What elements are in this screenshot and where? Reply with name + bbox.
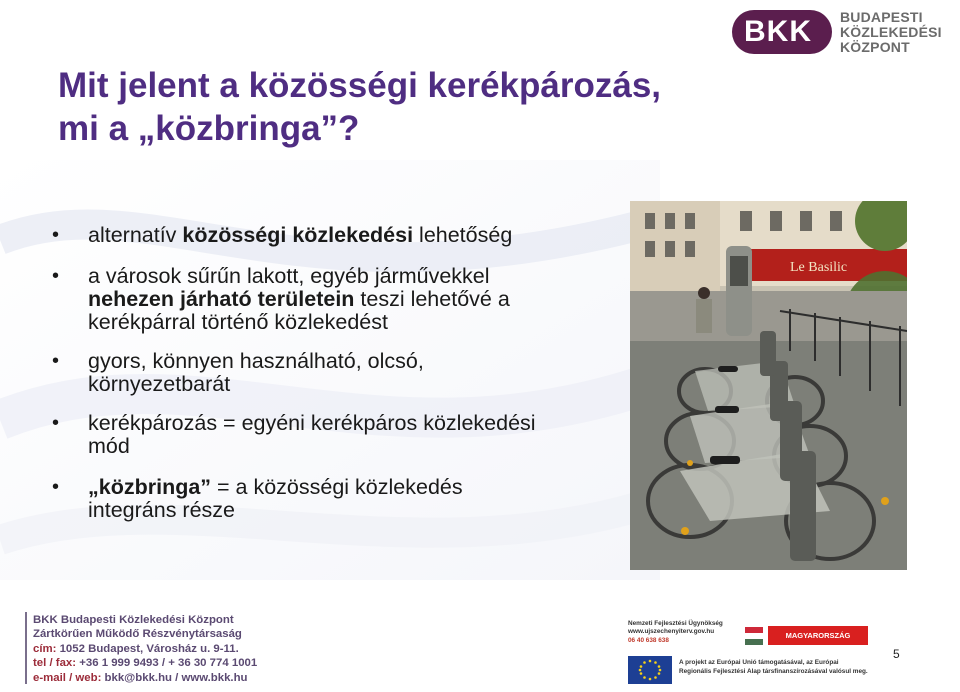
bullet-item: • „közbringa” = a közösségi közlekedés integráns része — [52, 476, 612, 522]
footer-contact — [33, 613, 257, 685]
footer-company-type: Zártkörűen Működő Részvénytársaság — [33, 628, 242, 641]
footer-address: cím: 1052 Budapest, Városház u. 9-11. — [33, 642, 239, 655]
eu-funding-note: A projekt az Európai Unió támogatásával, az Európai Regionális Fejlesztési Alap társfinanszírozásával valósul meg. — [679, 659, 868, 675]
bkk-logo-letters: BKK — [744, 15, 812, 48]
footer-company: BKK Budapesti Közlekedési Központ — [33, 614, 234, 626]
magyarorszag-megujul-badge: MAGYARORSZÁG MEGÚJUL — [768, 626, 868, 645]
bkk-logo-mark — [732, 10, 832, 54]
eu-flag-icon — [628, 656, 672, 684]
bullet-item: • a városok sűrűn lakott, egyéb járművekkel nehezen járható területein teszi lehetővé a kerékpárral történő közlekedést — [52, 265, 612, 334]
bike-station-photo — [630, 201, 907, 570]
nfu-block: Nemzeti Fejlesztési Ügynökség www.ujszechenyiterv.gov.hu 06 40 638 638 — [628, 620, 723, 644]
shop-sign: Le Basilic — [790, 260, 848, 275]
logo-line: KÖZPONT — [840, 39, 910, 55]
bullet-item: • alternatív közösségi közlekedési lehetőség — [52, 224, 612, 247]
bkk-logo-text — [840, 10, 942, 55]
footer-phone: tel / fax: +36 1 999 9493 / + 36 30 774 1001 — [33, 657, 258, 670]
bullet-item: • kerékpározás = egyéni kerékpáros közlekedési mód — [52, 412, 612, 458]
title-line-1: Mit jelent a közösségi kerékpározás, — [58, 66, 662, 105]
page-number: 5 — [893, 647, 900, 661]
logo-line: BUDAPESTI — [840, 9, 923, 25]
slide-title — [58, 64, 738, 150]
logo-line: KÖZLEKEDÉSI — [840, 24, 942, 40]
bkk-logo — [732, 6, 954, 58]
bullet-item: • gyors, könnyen használható, olcsó, környezetbarát — [52, 350, 612, 396]
footer-email: e-mail / web: bkk@bkk.hu / www.bkk.hu — [33, 671, 248, 684]
hungarian-flag-icon — [745, 627, 763, 645]
footer-divider — [25, 612, 27, 684]
bullet-list — [52, 224, 612, 538]
title-line-2: mi a „közbringa”? — [58, 109, 360, 148]
